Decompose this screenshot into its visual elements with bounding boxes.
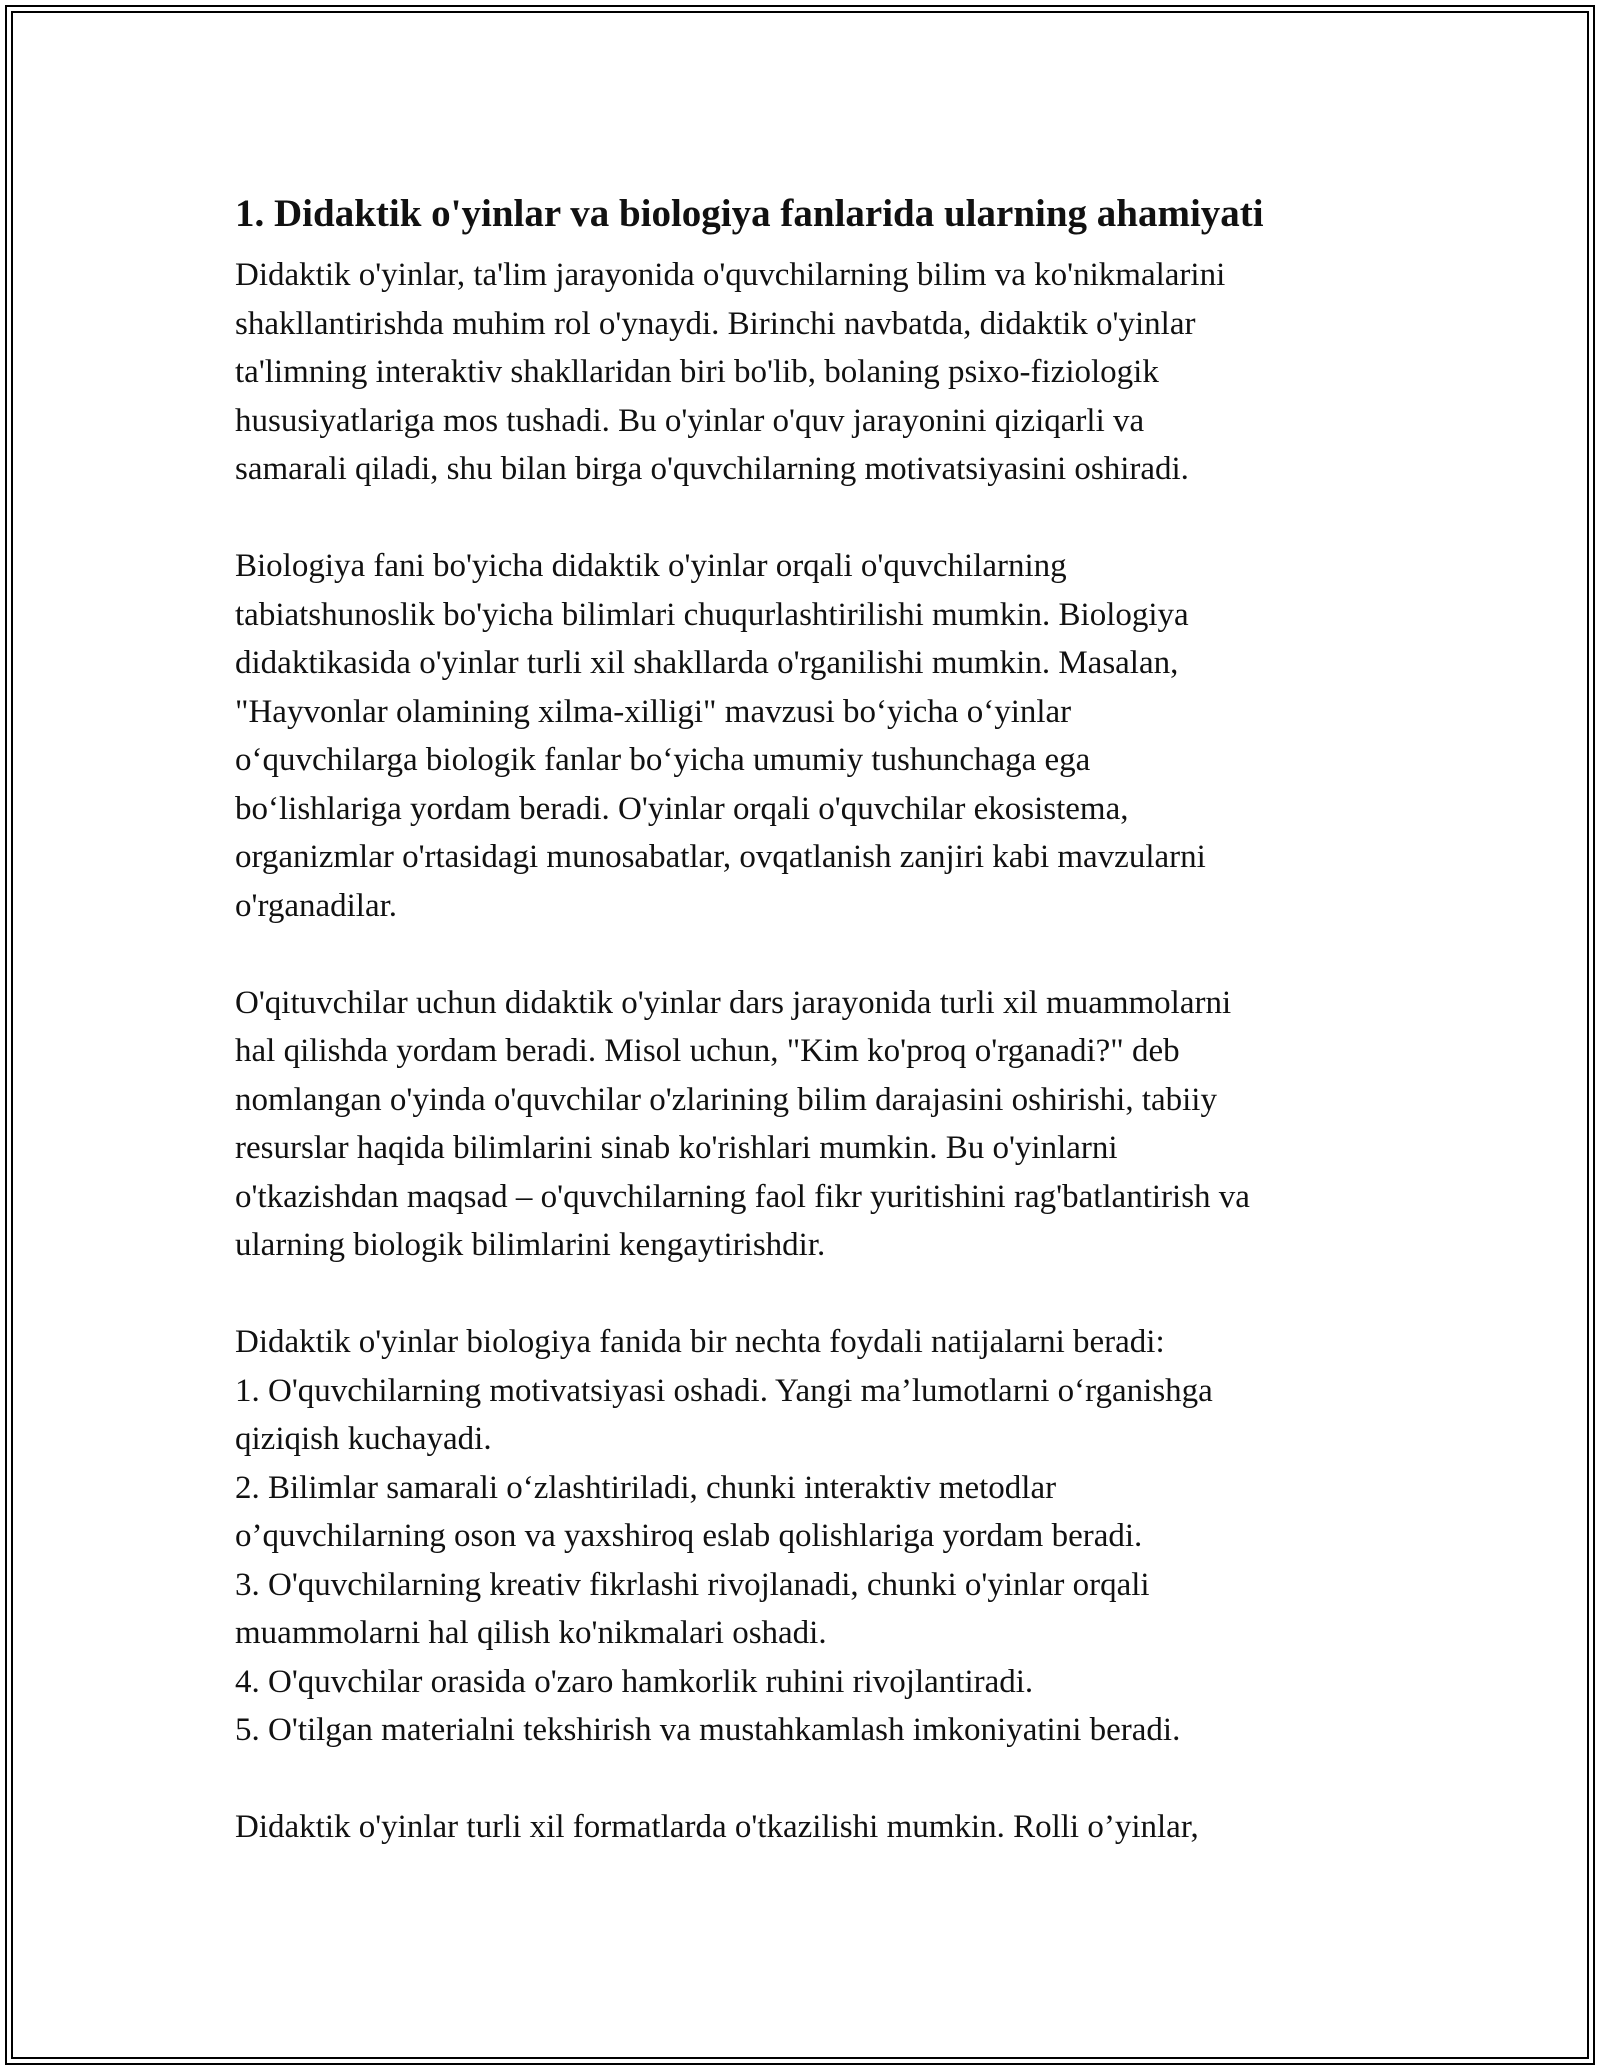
section-heading: 1. Didaktik o'yinlar va biologiya fanlarida ularning ahamiyati bbox=[235, 192, 1264, 235]
paragraph-intro: Didaktik o'yinlar, ta'lim jarayonida o'quvchilarning bilim va ko'nikmalarini shakllantirishda muhim rol o'ynaydi. Birinchi navbatda, didaktik o'yinlar ta'limning interaktiv shakllaridan biri bo'lib, bolaning psixo-fiziologik hususiyatlariga mos tushadi. Bu o'yinlar o'quv jarayonini qiziqarli va samarali qiladi, shu bilan birga o'quvchilarning motivatsiyasini oshiradi. bbox=[235, 257, 1226, 487]
paragraph-benefits-list: Didaktik o'yinlar biologiya fanida bir nechta foydali natijalarni beradi: 1. O'quvchilarning motivatsiyasi oshadi. Yangi ma’lumotlarni o‘rganishga qiziqish kuchayadi. 2. Bilimlar samarali o‘zlashtiriladi, chunki interaktiv metodlar o’quvchilarning oson va yaxshiroq eslab qolishlariga yordam beradi. 3. O'quvchilarning kreativ fikrlashi rivojlanadi, chunki o'yinlar orqali muammolarni hal qilish ko'nikmalari oshadi. 4. O'quvchilar orasida o'zaro hamkorlik ruhini rivojlantiradi. 5. O'tilgan materialni tekshirish va mustahkamlash imkoniyatini beradi. bbox=[235, 1324, 1213, 1748]
document-page bbox=[235, 186, 1375, 1900]
paragraph-teachers: O'qituvchilar uchun didaktik o'yinlar dars jarayonida turli xil muammolarni hal qilishda yordam beradi. Misol uchun, "Kim ko'proq o'rganadi?" deb nomlangan o'yinda o'quvchilar o'zlarining bilim darajasini oshirishi, tabiiy resurslar haqida bilimlarini sinab ko'rishlari mumkin. Bu o'yinlarni o'tkazishdan maqsad – o'quvchilarning faol fikr yuritishini rag'batlantirish va ularning biologik bilimlarini kengaytirishdir. bbox=[235, 984, 1250, 1263]
paragraph-formats: Didaktik o'yinlar turli xil formatlarda o'tkazilishi mumkin. Rolli o’yinlar, bbox=[235, 1809, 1199, 1845]
paragraph-biology: Biologiya fani bo'yicha didaktik o'yinlar orqali o'quvchilarning tabiatshunoslik bo'yicha bilimlari chuqurlashtirilishi mumkin. Biologiya didaktikasida o'yinlar turli xil shakllarda o'rganilishi mumkin. Masalan, "Hayvonlar olamining xilma-xilligi" mavzusi bo‘yicha o‘yinlar o‘quvchilarga biologik fanlar bo‘yicha umumiy tushunchaga ega bo‘lishlariga yordam beradi. O'yinlar orqali o'quvchilar ekosistema, organizmlar o'rtasidagi munosabatlar, ovqatlanish zanjiri kabi mavzularni o'rganadilar. bbox=[235, 548, 1206, 924]
